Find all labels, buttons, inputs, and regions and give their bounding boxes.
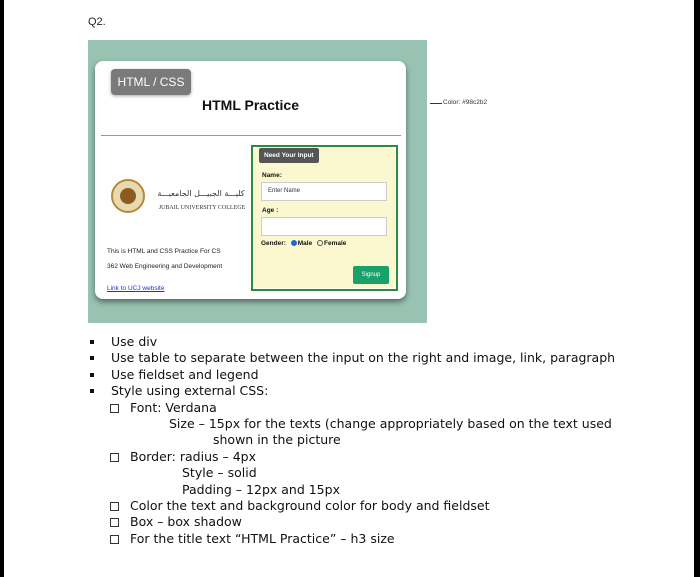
sub-item-detail: Padding – 12px and 15px xyxy=(182,481,340,497)
color-pointer-line xyxy=(430,103,442,104)
sub-item-detail: Size – 15px for the texts (change appropriately based on the text used xyxy=(169,415,612,431)
mockup-title: HTML Practice xyxy=(202,97,299,113)
age-label: Age : xyxy=(262,207,279,214)
sub-item: Color the text and background color for body and fieldset xyxy=(90,498,650,514)
question-label: Q2. xyxy=(88,16,106,28)
bullet-icon xyxy=(90,389,94,393)
sub-item: Border: radius – 4px xyxy=(90,449,650,465)
checkbox-icon xyxy=(110,535,119,544)
male-radio[interactable] xyxy=(291,240,297,246)
checkbox-icon xyxy=(110,404,119,413)
name-input[interactable]: Enter Name xyxy=(261,182,387,201)
bullet-icon xyxy=(90,373,94,377)
checkbox-icon xyxy=(110,453,119,462)
age-input[interactable] xyxy=(261,217,387,236)
checkbox-icon xyxy=(110,518,119,527)
bullet-icon xyxy=(90,356,94,360)
sub-item: Font: Verdana xyxy=(90,400,650,416)
signup-button[interactable]: Signup xyxy=(353,266,389,284)
mockup-figure xyxy=(88,40,427,323)
checkbox-icon xyxy=(110,502,119,511)
color-annotation: Color: #98c2b2 xyxy=(443,99,488,106)
sub-item-detail: Style – solid xyxy=(182,465,257,481)
instruction-list xyxy=(90,334,650,547)
sub-item: Box – box shadow xyxy=(90,514,650,530)
list-item: Use div xyxy=(90,334,650,350)
ucj-website-link[interactable]: Link to UCJ website xyxy=(107,285,165,292)
list-item: Style using external CSS: xyxy=(90,383,650,399)
female-label: Female xyxy=(324,240,347,248)
female-radio[interactable] xyxy=(317,240,323,246)
name-label: Name: xyxy=(262,172,282,179)
gender-group xyxy=(261,240,346,247)
gender-label: Gender: xyxy=(261,240,286,248)
divider xyxy=(101,135,401,136)
sub-item-detail: shown in the picture xyxy=(213,432,341,448)
male-label: Male xyxy=(297,240,313,248)
paragraph-line-1: This is HTML and CSS Practice For CS xyxy=(107,248,221,255)
college-name: JUBAIL UNIVERSITY COLLEGE xyxy=(158,205,246,211)
sub-item: For the title text “HTML Practice” – h3 size xyxy=(90,531,650,547)
bullet-icon xyxy=(90,340,94,344)
mockup-tab: HTML / CSS xyxy=(111,69,191,95)
fieldset-legend: Need Your Input xyxy=(259,148,319,163)
list-item: Use fieldset and legend xyxy=(90,367,650,383)
paragraph-line-2: 362 Web Engineering and Development xyxy=(107,263,223,270)
college-logo-icon xyxy=(111,179,145,213)
document-page xyxy=(4,0,694,577)
college-arabic-name: كليـــة الجبيـــل الجامعيـــة xyxy=(157,189,245,198)
list-item: Use table to separate between the input on the right and image, link, paragraph xyxy=(90,350,650,366)
description-paragraph xyxy=(107,244,257,274)
